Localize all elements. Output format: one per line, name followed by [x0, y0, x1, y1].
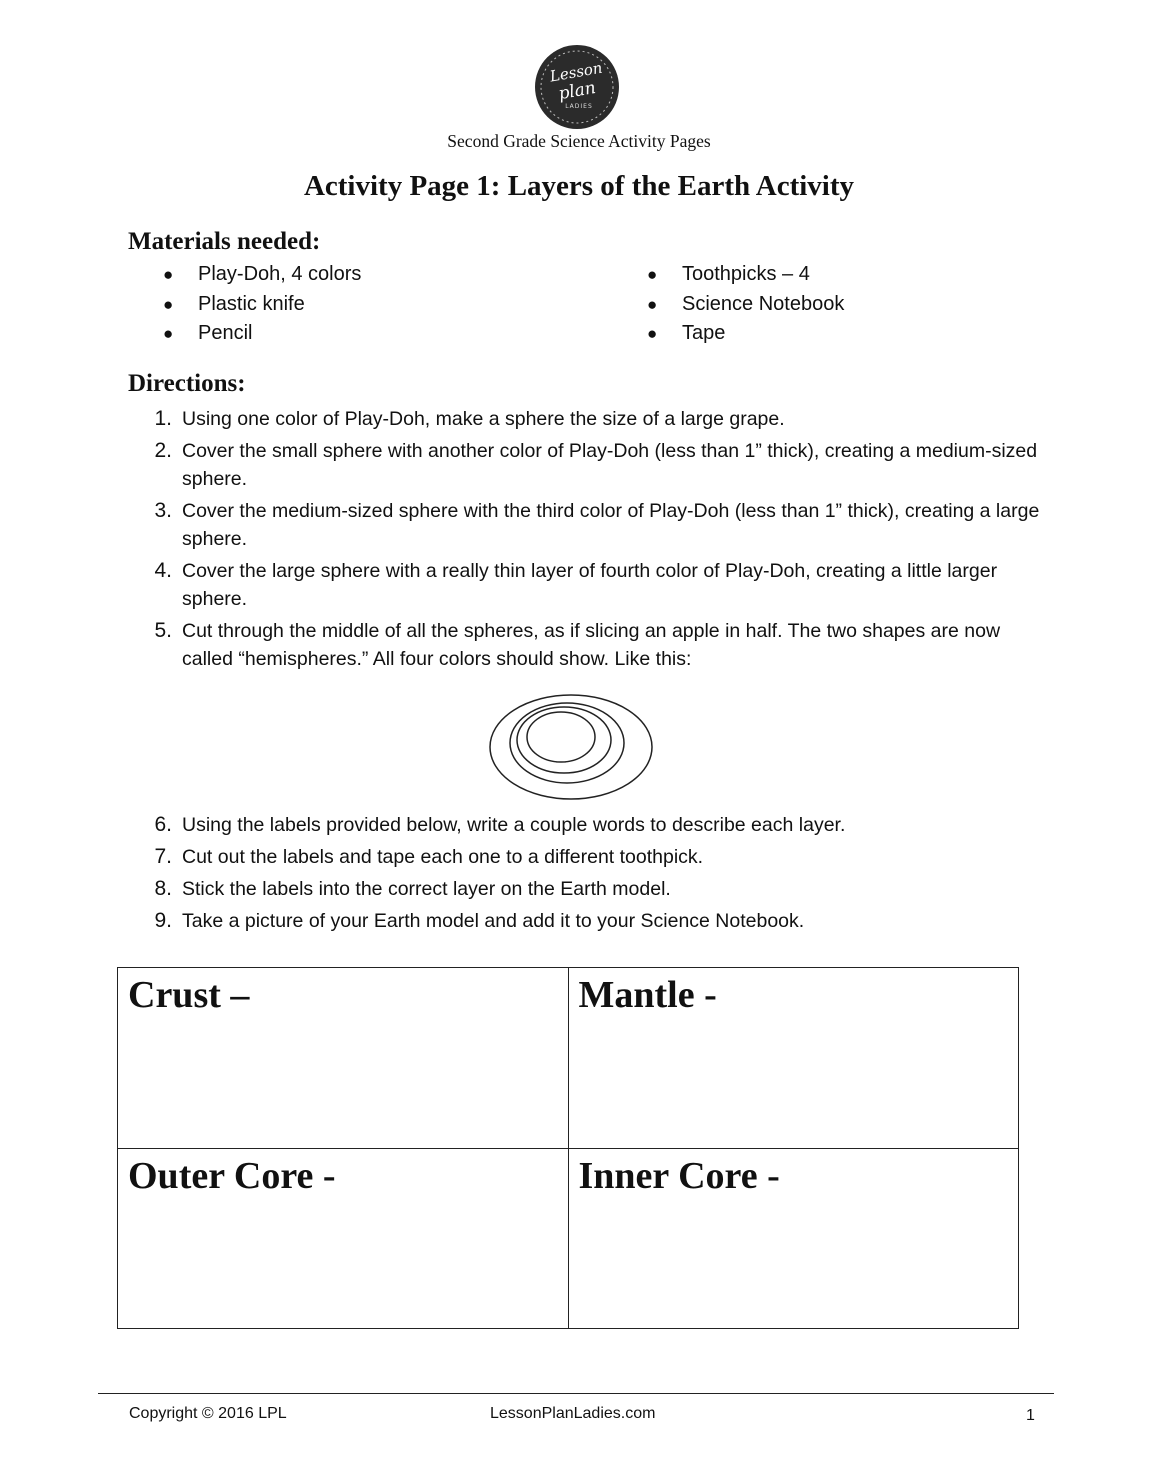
list-item: ● Pencil: [163, 322, 253, 344]
hemisphere-layers-diagram: [487, 693, 657, 803]
direction-step: 5. Cut through the middle of all the spheres, as if slicing an apple in half. The two shapes are now called “hemispheres.” All four colors should show. Like this:: [154, 619, 1001, 670]
inner-core-layer-ring: [527, 712, 595, 762]
direction-step: 4. Cover the large sphere with a really thin layer of fourth color of Play-Doh, creating a little larger sphere.: [154, 559, 998, 610]
bullet-icon: ●: [163, 265, 174, 284]
materials-list-left: [163, 263, 361, 352]
list-item: ● Toothpicks – 4: [647, 263, 810, 285]
bullet-icon: ●: [163, 324, 174, 343]
materials-list-right: [647, 263, 844, 352]
list-item: ● Play-Doh, 4 colors: [163, 263, 362, 285]
mantle-layer-ring: [510, 703, 624, 783]
materials-heading: Materials needed:: [128, 228, 321, 255]
label-cell-outer-core: [118, 1148, 569, 1329]
footer-website: LessonPlanLadies.com: [490, 1405, 656, 1422]
label-crust: Crust –: [128, 974, 250, 1016]
direction-step: 6. Using the labels provided below, write a couple words to describe each layer.: [154, 813, 846, 836]
earth-layer-labels-table: [117, 967, 1019, 1329]
label-cell-crust: [118, 968, 569, 1149]
directions-list-part-1: [130, 405, 1042, 677]
list-item: ● Plastic knife: [163, 292, 305, 315]
direction-step: 3. Cover the medium-sized sphere with the third color of Play-Doh (less than 1” thick), creating a large sphere.: [154, 499, 1040, 550]
list-item: ● Tape: [647, 322, 726, 344]
direction-step: 1. Using one color of Play-Doh, make a sphere the size of a large grape.: [154, 407, 785, 430]
footer-divider: [98, 1393, 1054, 1394]
bullet-icon: ●: [163, 294, 174, 314]
label-cell-inner-core: [568, 1148, 1019, 1329]
directions-heading: Directions:: [128, 370, 246, 397]
lesson-plan-ladies-logo: [534, 44, 620, 130]
footer-copyright: Copyright © 2016 LPL: [129, 1405, 287, 1422]
directions-list-part-2: [130, 811, 1042, 939]
logo-text-ladies: LADIES: [565, 103, 593, 110]
outer-core-layer-ring: [517, 707, 611, 773]
bullet-icon: ●: [647, 265, 658, 284]
page-subtitle: Second Grade Science Activity Pages: [447, 131, 711, 151]
label-outer-core: Outer Core -: [128, 1154, 336, 1197]
label-cell-mantle: [568, 968, 1019, 1149]
logo-text-plan: plan: [556, 77, 598, 105]
label-inner-core: Inner Core -: [578, 1154, 780, 1197]
label-mantle: Mantle -: [578, 974, 717, 1016]
direction-step: 9. Take a picture of your Earth model and add it to your Science Notebook.: [154, 909, 805, 932]
direction-step: 8. Stick the labels into the correct layer on the Earth model.: [154, 877, 671, 900]
bullet-icon: ●: [647, 324, 658, 343]
page-number: 1: [1026, 1407, 1035, 1424]
list-item: ● Science Notebook: [647, 292, 845, 315]
logo-text-lesson: Lesson: [548, 58, 604, 86]
page-title: Activity Page 1: Layers of the Earth Activity: [303, 170, 855, 202]
bullet-icon: ●: [647, 294, 658, 314]
direction-step: 7. Cut out the labels and tape each one to a different toothpick.: [154, 845, 704, 868]
direction-step: 2. Cover the small sphere with another color of Play-Doh (less than 1” thick), creating a medium-sized sphere.: [154, 439, 1038, 490]
